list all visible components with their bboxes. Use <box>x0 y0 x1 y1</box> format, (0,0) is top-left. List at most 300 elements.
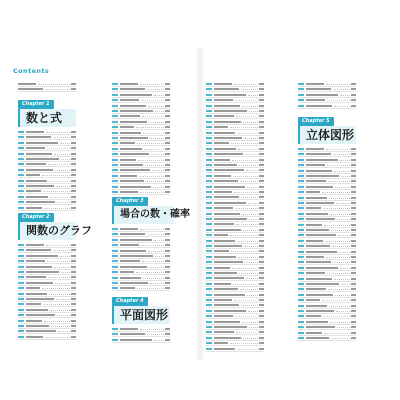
toc-entry-number <box>206 342 212 344</box>
toc-entry-title <box>306 164 325 166</box>
toc-entry-title <box>306 224 322 226</box>
toc-entry-number <box>18 196 24 198</box>
toc-entry-title <box>214 310 246 312</box>
toc-entry <box>206 147 264 152</box>
toc-entry <box>298 298 356 303</box>
toc-entry <box>206 255 264 260</box>
toc-entry-page <box>165 250 170 252</box>
toc-entry-title <box>120 105 146 107</box>
toc-entry-title <box>26 336 43 338</box>
toc-entry-page <box>259 186 264 188</box>
toc-entry <box>206 347 264 352</box>
toc-entry <box>112 141 170 146</box>
toc-entry-title <box>120 142 135 144</box>
toc-entry-page <box>165 287 170 289</box>
toc-entry <box>206 233 264 238</box>
toc-entry-title <box>26 207 42 209</box>
toc-entry-title <box>214 88 239 90</box>
toc-entry-page <box>71 282 76 284</box>
toc-entry <box>206 303 264 308</box>
toc-entry-number <box>112 110 118 112</box>
toc-entry <box>112 276 170 281</box>
toc-entry <box>18 130 76 135</box>
toc-entry-number <box>206 326 212 328</box>
toc-entry-page <box>259 169 264 171</box>
toc-entry-page <box>351 207 356 209</box>
toc-entry-number <box>112 244 118 246</box>
toc-entry-number <box>206 94 212 96</box>
toc-entry <box>298 320 356 325</box>
toc-entry <box>112 254 170 259</box>
toc-entry <box>298 271 356 276</box>
toc-entry <box>112 190 170 195</box>
toc-entry-title <box>26 282 53 284</box>
toc-entry-title <box>306 315 321 317</box>
toc-entry-page <box>259 245 264 247</box>
toc-entry-title <box>306 207 321 209</box>
toc-entry-title <box>18 83 36 85</box>
toc-entry-number <box>206 299 212 301</box>
toc-entry-page <box>71 169 76 171</box>
toc-entry-number <box>18 260 24 262</box>
toc-entry-divider <box>298 340 356 341</box>
toc-entry <box>298 331 356 336</box>
toc-entry <box>298 212 356 217</box>
toc-entry <box>18 292 76 297</box>
toc-entry-number <box>18 276 24 278</box>
toc-entry-title <box>306 191 320 193</box>
toc-entry-title <box>306 99 325 101</box>
toc-entry-title <box>214 148 236 150</box>
toc-entry-number <box>206 229 212 231</box>
toc-entry-title <box>120 250 146 252</box>
toc-entry-number <box>298 175 304 177</box>
toc-entry <box>112 238 170 243</box>
toc-entry-title <box>306 186 333 188</box>
toc-entry-title <box>214 137 242 139</box>
toc-entry-number <box>206 213 212 215</box>
toc-entry <box>206 168 264 173</box>
toc-entry <box>298 260 356 265</box>
toc-entry-number <box>18 282 24 284</box>
toc-entry <box>206 87 264 92</box>
toc-entry-page <box>71 309 76 311</box>
toc-entry-title <box>26 174 40 176</box>
toc-entry-number <box>112 191 118 193</box>
toc-entry-title <box>26 185 54 187</box>
toc-entry-page <box>351 267 356 269</box>
toc-entry-number <box>206 115 212 117</box>
toc-entry-page <box>71 180 76 182</box>
toc-entry-title <box>26 276 46 278</box>
toc-entry-title <box>214 321 240 323</box>
toc-entry-number <box>206 348 212 350</box>
toc-entry <box>206 309 264 314</box>
toc-entry-title <box>26 147 45 149</box>
toc-entry-number <box>206 277 212 279</box>
toc-entry-number <box>298 315 304 317</box>
toc-entry-title <box>214 223 234 225</box>
toc-entry-title <box>214 304 239 306</box>
toc-entry <box>112 227 170 232</box>
toc-entry-number <box>298 180 304 182</box>
toc-entry <box>112 249 170 254</box>
toc-entry-title <box>26 163 46 165</box>
toc-entry-page <box>351 272 356 274</box>
toc-entry-page <box>351 191 356 193</box>
toc-entry-number <box>206 218 212 220</box>
toc-entry-title <box>26 260 45 262</box>
toc-entry-title <box>120 94 152 96</box>
toc-entry-number <box>18 320 24 322</box>
toc-entry-title <box>306 310 334 312</box>
toc-entry <box>206 314 264 319</box>
toc-entry-page <box>259 196 264 198</box>
toc-entry-page <box>259 213 264 215</box>
toc-entry-title <box>120 260 140 262</box>
toc-entry <box>112 136 170 141</box>
toc-entry-number <box>298 278 304 280</box>
toc-entry <box>206 158 264 163</box>
toc-entry-page <box>165 88 170 90</box>
toc-entry <box>112 152 170 157</box>
toc-entry-number <box>18 298 24 300</box>
toc-entry-page <box>351 326 356 328</box>
toc-entry-number <box>206 250 212 252</box>
toc-entry <box>206 271 264 276</box>
toc-entry <box>298 169 356 174</box>
toc-entry <box>18 313 76 318</box>
toc-entry-title <box>214 115 234 117</box>
toc-entry <box>112 163 170 168</box>
toc-entry-title <box>306 321 328 323</box>
toc-entry-title <box>120 126 134 128</box>
toc-entry-title <box>26 244 44 246</box>
toc-entry-number <box>18 142 24 144</box>
toc-entry-page <box>259 321 264 323</box>
toc-entry <box>112 338 170 343</box>
toc-entry-number <box>18 174 24 176</box>
toc-entry-page <box>71 293 76 295</box>
toc-entry <box>206 93 264 98</box>
toc-entry-number <box>112 115 118 117</box>
toc-entry-number <box>112 83 118 85</box>
toc-entry-page <box>351 294 356 296</box>
toc-entry-title <box>214 261 243 263</box>
toc-entry <box>206 109 264 114</box>
toc-entry-title <box>214 331 234 333</box>
toc-entry-title <box>306 213 328 215</box>
toc-entry <box>112 174 170 179</box>
toc-entry <box>298 293 356 298</box>
toc-entry-page <box>71 271 76 273</box>
toc-entry-number <box>298 256 304 258</box>
toc-entry-number <box>18 244 24 246</box>
toc-entry-title <box>214 159 230 161</box>
toc-entry <box>206 212 264 217</box>
toc-entry <box>206 114 264 119</box>
toc-entry-number <box>18 147 24 149</box>
toc-entry-number <box>18 136 24 138</box>
toc-entry-number <box>112 137 118 139</box>
toc-entry-page <box>259 88 264 90</box>
toc-entry-title <box>214 110 247 112</box>
toc-entry-number <box>206 283 212 285</box>
toc-entry <box>206 190 264 195</box>
toc-entry-number <box>112 121 118 123</box>
toc-entry-title <box>26 266 52 268</box>
toc-entry-title <box>306 159 338 161</box>
toc-entry-title <box>120 233 145 235</box>
chapter-heading: 関数のグラフ <box>18 222 76 240</box>
chapter-heading: 場合の数・確率 <box>112 206 174 224</box>
toc-entry-page <box>71 147 76 149</box>
toc-entry-title <box>26 293 47 295</box>
toc-entry-number <box>18 255 24 257</box>
toc-entry-page <box>259 105 264 107</box>
toc-entry-number <box>112 339 118 341</box>
toc-entry-title <box>120 277 141 279</box>
toc-entry <box>298 266 356 271</box>
toc-entry-number <box>298 288 304 290</box>
toc-entry-number <box>112 169 118 171</box>
toc-entry-number <box>298 186 304 188</box>
toc-entry-number <box>206 202 212 204</box>
toc-entry-page <box>165 94 170 96</box>
toc-entry <box>206 282 264 287</box>
toc-entry-page <box>351 261 356 263</box>
toc-entry-page <box>259 223 264 225</box>
toc-entry <box>298 309 356 314</box>
toc-entry-title <box>306 170 332 172</box>
toc-entry-number <box>298 105 304 107</box>
toc-entry-page <box>351 105 356 107</box>
toc-entry-page <box>165 228 170 230</box>
toc-entry <box>206 244 264 249</box>
toc-entry-page <box>165 115 170 117</box>
toc-entry-number <box>206 105 212 107</box>
toc-entry <box>206 185 264 190</box>
toc-entry <box>298 104 356 109</box>
toc-entry-page <box>165 137 170 139</box>
toc-entry-number <box>298 94 304 96</box>
toc-entry <box>18 157 76 162</box>
toc-entry-title <box>120 159 136 161</box>
toc-entry-number <box>206 99 212 101</box>
toc-entry-page <box>165 333 170 335</box>
toc-entry-title <box>120 186 151 188</box>
toc-entry-number <box>206 272 212 274</box>
toc-entry-title <box>26 320 42 322</box>
toc-entry-page <box>351 310 356 312</box>
toc-entry-page <box>71 83 76 85</box>
toc-entry-number <box>206 142 212 144</box>
toc-entry <box>18 168 76 173</box>
toc-entry-number <box>18 271 24 273</box>
toc-entry <box>298 223 356 228</box>
toc-entry <box>18 243 76 248</box>
toc-entry <box>206 239 264 244</box>
toc-entry-title <box>214 196 239 198</box>
toc-entry-page <box>165 239 170 241</box>
toc-entry-page <box>165 164 170 166</box>
toc-entry-title <box>306 202 334 204</box>
toc-entry-number <box>112 255 118 257</box>
toc-entry <box>298 201 356 206</box>
toc-entry-divider <box>18 210 76 211</box>
toc-entry <box>112 158 170 163</box>
toc-entry <box>206 104 264 109</box>
toc-entry <box>298 255 356 260</box>
toc-entry-title <box>26 142 58 144</box>
toc-entry-number <box>206 132 212 134</box>
toc-entry-title <box>26 136 51 138</box>
toc-entry-number <box>298 332 304 334</box>
chapter-heading: 立体図形 <box>298 126 356 144</box>
toc-entry-title <box>120 137 148 139</box>
toc-entry-number <box>112 250 118 252</box>
toc-entry-number <box>206 261 212 263</box>
toc-entry-title <box>214 288 238 290</box>
toc-entry-title <box>120 110 153 112</box>
toc-entry-page <box>71 325 76 327</box>
toc-entry-title <box>214 99 233 101</box>
toc-entry <box>112 185 170 190</box>
toc-entry <box>112 87 170 92</box>
toc-entry-page <box>351 148 356 150</box>
toc-entry-page <box>71 201 76 203</box>
toc-entry-page <box>351 299 356 301</box>
toc-entry-divider <box>112 290 170 291</box>
toc-entry-page <box>259 310 264 312</box>
toc-entry <box>18 329 76 334</box>
toc-entry-number <box>298 245 304 247</box>
toc-entry <box>112 147 170 152</box>
toc-entry-number <box>112 132 118 134</box>
toc-entry-title <box>120 132 141 134</box>
toc-entry-page <box>259 348 264 350</box>
toc-entry-page <box>351 197 356 199</box>
toc-entry-page <box>71 266 76 268</box>
toc-entry-divider <box>112 342 170 343</box>
toc-entry <box>18 308 76 313</box>
toc-entry-title <box>120 333 145 335</box>
toc-entry-title <box>214 191 232 193</box>
toc-entry-title <box>120 153 149 155</box>
toc-entry <box>298 304 356 309</box>
toc-entry-number <box>298 197 304 199</box>
toc-entry-page <box>165 99 170 101</box>
toc-entry-number <box>18 325 24 327</box>
toc-entry <box>112 286 170 291</box>
toc-entry-page <box>165 175 170 177</box>
toc-entry-page <box>165 266 170 268</box>
toc-entry-title <box>306 332 322 334</box>
toc-entry <box>112 332 170 337</box>
toc-entry-page <box>71 330 76 332</box>
toc-entry-page <box>165 277 170 279</box>
toc-entry-number <box>112 328 118 330</box>
toc-entry-page <box>259 159 264 161</box>
toc-entry-number <box>206 110 212 112</box>
toc-entry <box>112 104 170 109</box>
toc-entry <box>18 162 76 167</box>
toc-entry-page <box>259 277 264 279</box>
toc-entry-number <box>112 99 118 101</box>
toc-entry-number <box>206 153 212 155</box>
toc-entry-page <box>351 240 356 242</box>
toc-entry-title <box>214 83 232 85</box>
toc-entry-title <box>26 158 59 160</box>
toc-entry <box>18 270 76 275</box>
toc-entry-page <box>351 164 356 166</box>
toc-entry-page <box>71 163 76 165</box>
toc-entry <box>18 265 76 270</box>
toc-entry-page <box>165 126 170 128</box>
toc-entry <box>298 206 356 211</box>
toc-entry-page <box>351 94 356 96</box>
toc-entry <box>298 152 356 157</box>
toc-entry <box>18 195 76 200</box>
toc-entry-page <box>259 115 264 117</box>
toc-entry-title <box>120 339 152 341</box>
toc-entry-title <box>306 83 324 85</box>
toc-entry <box>18 254 76 259</box>
toc-entry-title <box>214 277 244 279</box>
chapter-heading: 平面図形 <box>112 306 170 324</box>
toc-entry <box>298 174 356 179</box>
toc-entry-title <box>26 314 55 316</box>
toc-entry-title <box>26 153 52 155</box>
toc-entry <box>18 297 76 302</box>
toc-entry <box>206 217 264 222</box>
toc-entry-title <box>26 325 49 327</box>
toc-entry <box>206 293 264 298</box>
toc-entry-title <box>26 255 58 257</box>
toc-entry-number <box>18 330 24 332</box>
toc-entry-title <box>306 251 337 253</box>
toc-entry-title <box>120 271 134 273</box>
toc-entry <box>206 249 264 254</box>
toc-entry <box>112 114 170 119</box>
chapter-label: Chapter 5 <box>298 117 334 126</box>
toc-entry-number <box>112 159 118 161</box>
toc-entry <box>206 120 264 125</box>
toc-entry-number <box>206 169 212 171</box>
toc-entry <box>298 185 356 190</box>
toc-entry-page <box>351 256 356 258</box>
toc-entry-number <box>298 299 304 301</box>
toc-entry <box>18 319 76 324</box>
toc-entry <box>206 298 264 303</box>
toc-entry <box>206 163 264 168</box>
toc-entry-page <box>165 255 170 257</box>
toc-entry-page <box>259 294 264 296</box>
toc-entry-title <box>306 294 333 296</box>
toc-entry-number <box>112 239 118 241</box>
toc-entry-page <box>259 288 264 290</box>
toc-entry <box>18 184 76 189</box>
toc-entry-page <box>71 260 76 262</box>
toc-entry-title <box>120 328 138 330</box>
toc-entry-number <box>112 186 118 188</box>
toc-entry-number <box>112 175 118 177</box>
toc-entry-number <box>18 314 24 316</box>
toc-entry <box>298 325 356 330</box>
toc-entry <box>112 232 170 237</box>
toc-entry-title <box>306 229 329 231</box>
toc-entry-number <box>298 191 304 193</box>
